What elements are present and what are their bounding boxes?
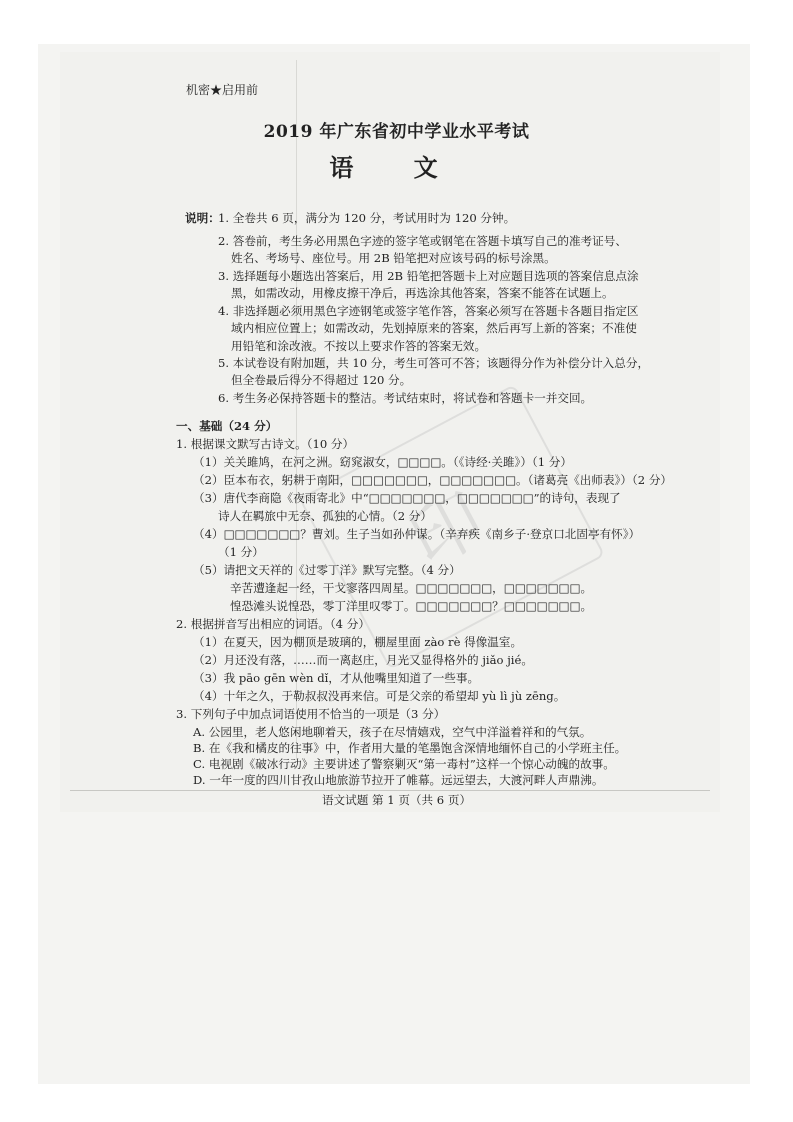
question-line: （1）关关雎鸠，在河之洲。窈窕淑女，□□□□。（《诗经·关雎》）（1 分） bbox=[193, 455, 572, 469]
instruction-line: 5. 本试卷设有附加题，共 10 分，考生可答可不答；该题得分作为补偿分计入总分， bbox=[218, 356, 650, 370]
question-line: （3）我 pāo gēn wèn dǐ，才从他嘴里知道了一些事。 bbox=[193, 671, 480, 685]
page-footer: 语文试题 第 1 页（共 6 页） bbox=[321, 793, 472, 807]
question-line: 诗人在羁旅中无奈、孤独的心情。（2 分） bbox=[218, 509, 432, 523]
exam-title: 2019 年广东省初中学业水平考试 bbox=[263, 122, 530, 142]
instruction-line: 4. 非选择题必须用黑色字迹钢笔或签字笔作答，答案必须写在答题卡各题目指定区 bbox=[218, 304, 639, 318]
question-line: 2. 根据拼音写出相应的词语。（4 分） bbox=[176, 617, 370, 631]
instruction-line: 黑，如需改动，用橡皮擦干净后，再选涂其他答案，答案不能答在试题上。 bbox=[231, 286, 614, 300]
subject-title: 语 文 bbox=[329, 153, 464, 182]
instruction-line: 姓名、考场号、座位号。用 2B 铅笔把对应该号码的标号涂黑。 bbox=[231, 251, 556, 265]
question-line: 1. 根据课文默写古诗文。（10 分） bbox=[176, 437, 355, 451]
instruction-line: 1. 全卷共 6 页，满分为 120 分，考试用时为 120 分钟。 bbox=[218, 211, 516, 225]
option-line: D. 一年一度的四川甘孜山地旅游节拉开了帷幕。远远望去，大渡河畔人声鼎沸。 bbox=[193, 773, 604, 787]
question-line: 辛苦遭逢起一经，干戈寥落四周星。□□□□□□□，□□□□□□□。 bbox=[230, 581, 593, 595]
instruction-line: 2. 答卷前，考生务必用黑色字迹的签字笔或钢笔在答题卡填写自己的准考证号、 bbox=[218, 234, 627, 248]
instruction-line: 域内相应位置上；如需改动，先划掉原来的答案，然后再写上新的答案；不准使 bbox=[231, 321, 637, 335]
question-line: 3. 下列句子中加点词语使用不恰当的一项是（3 分） bbox=[176, 707, 446, 721]
option-line: B. 在《我和橘皮的往事》中，作者用大量的笔墨饱含深情地缅怀自己的小学班主任。 bbox=[193, 741, 627, 755]
option-line: C. 电视剧《破冰行动》主要讲述了警察剿灭“第一毒村”这样一个惊心动魄的故事。 bbox=[193, 757, 615, 771]
question-line: （3）唐代李商隐《夜雨寄北》中“□□□□□□□，□□□□□□□”的诗句，表现了 bbox=[193, 491, 621, 505]
watermark-stamp: 印 bbox=[299, 384, 606, 670]
question-line: （2）月还没有落，……而一离赵庄，月光又显得格外的 jiǎo jié。 bbox=[193, 653, 533, 667]
instruction-line: 但全卷最后得分不得超过 120 分。 bbox=[231, 373, 412, 387]
instruction-line: 用铅笔和涂改液。不按以上要求作答的答案无效。 bbox=[231, 339, 487, 353]
question-line: 惶恐滩头说惶恐，零丁洋里叹零丁。□□□□□□□？□□□□□□□。 bbox=[230, 599, 593, 613]
question-line: （1 分） bbox=[218, 545, 264, 559]
instruction-line: 6. 考生务必保持答题卡的整洁。考试结束时，将试卷和答题卡一并交回。 bbox=[218, 391, 593, 405]
instructions-label: 说明： bbox=[185, 211, 220, 225]
page-shadow-line bbox=[70, 790, 710, 791]
confidential-label: 机密★启用前 bbox=[186, 83, 259, 97]
instruction-line: 3. 选择题每小题选出答案后，用 2B 铅笔把答题卡上对应题目选项的答案信息点涂 bbox=[218, 269, 639, 283]
section-heading: 一、基础（24 分） bbox=[176, 419, 278, 433]
question-line: （2）臣本布衣，躬耕于南阳，□□□□□□□，□□□□□□□。（诸葛亮《出师表》）（2 分） bbox=[193, 473, 673, 487]
option-line: A. 公园里，老人悠闲地聊着天，孩子在尽情嬉戏，空气中洋溢着祥和的气氛。 bbox=[193, 725, 592, 739]
question-line: （1）在夏天，因为棚顶是玻璃的，棚屋里面 zào rè 得像温室。 bbox=[193, 635, 523, 649]
question-line: （5）请把文天祥的《过零丁洋》默写完整。（4 分） bbox=[193, 563, 461, 577]
question-line: （4）□□□□□□□？曹刘。生子当如孙仲谋。（辛弃疾《南乡子·登京口北固亭有怀》） bbox=[193, 527, 641, 541]
question-line: （4）十年之久，于勒叔叔没再来信。可是父亲的希望却 yù lì jù zēng。 bbox=[193, 689, 566, 703]
